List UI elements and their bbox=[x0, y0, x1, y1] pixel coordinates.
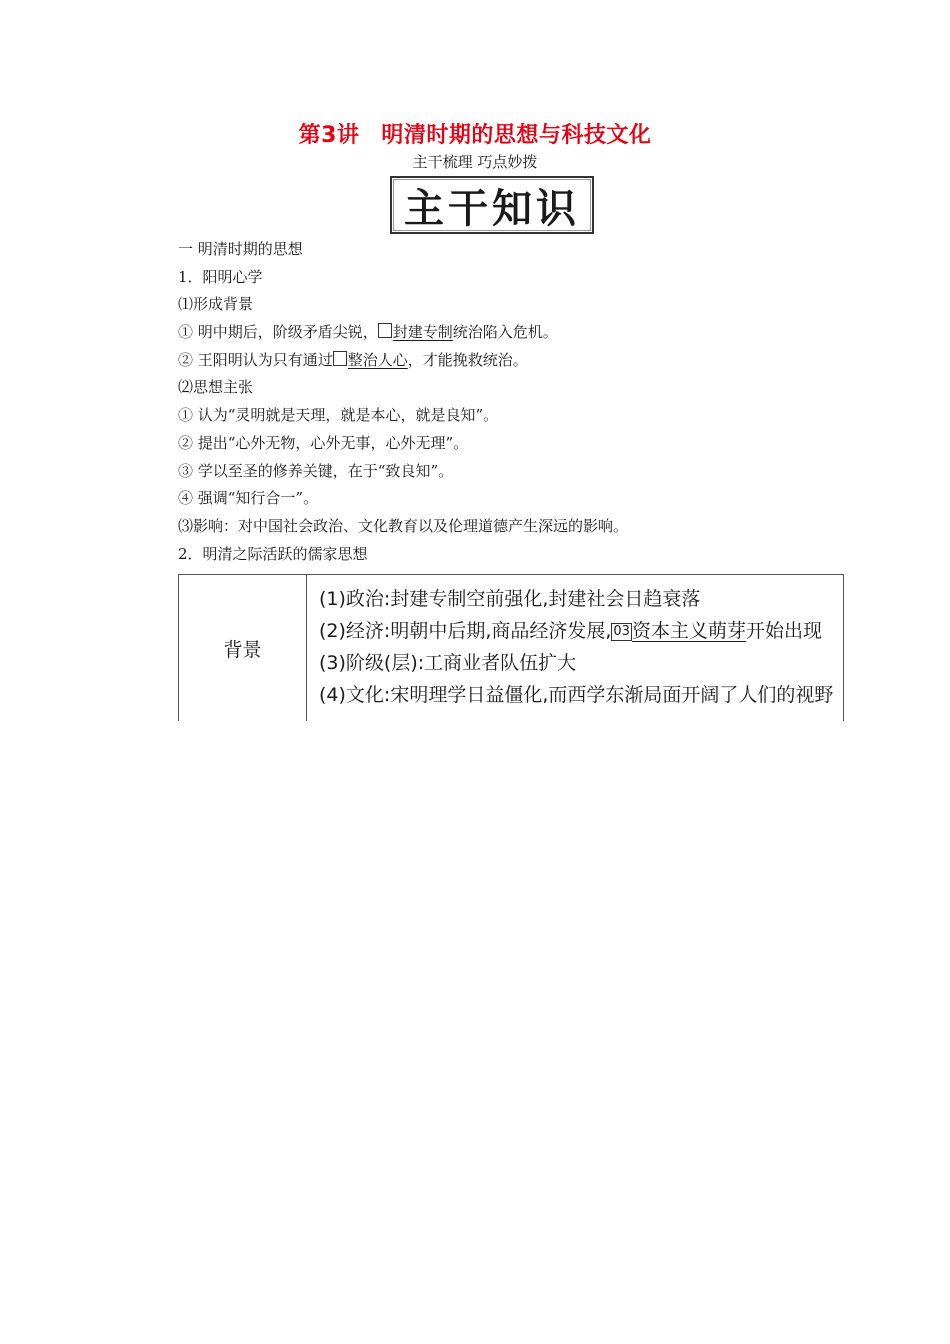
lecture-number: 第3讲 bbox=[298, 123, 360, 148]
blank-number-box bbox=[378, 323, 392, 338]
background-table bbox=[178, 574, 844, 721]
line-idea-2: ② 提出“心外无物，心外无事，心外无理”。 bbox=[178, 433, 469, 452]
blank-number-box bbox=[333, 351, 347, 366]
body-text bbox=[178, 236, 878, 568]
heading-yangming-xinxue: 1．阳明心学 bbox=[178, 267, 263, 286]
table-content-cell bbox=[307, 575, 844, 722]
heading-ideas: ⑵思想主张 bbox=[178, 378, 254, 397]
line-influence: ⑶影响：对中国社会政治、文化教育以及伦理道德产生深远的影响。 bbox=[178, 516, 629, 535]
background-item-culture: (4)文化:宋明理学日益僵化,而西学东渐局面开阔了人们的视野 bbox=[319, 684, 834, 706]
background-item-class: (3)阶级(层):工商业者队伍扩大 bbox=[319, 652, 577, 674]
fill-blank-01: 封建专制 bbox=[378, 323, 453, 341]
page-title bbox=[0, 122, 950, 150]
background-item-economy: (2)经济:明朝中后期,商品经济发展, 03 资本主义萌芽开始出现 bbox=[319, 620, 822, 642]
heading-ming-qing-thought: 一 明清时期的思想 bbox=[178, 240, 303, 258]
fill-blank-02: 整治人心 bbox=[333, 351, 408, 369]
line-background-1: ① 明中期后，阶级矛盾尖锐， 封建专制统治陷入危机。 bbox=[178, 323, 558, 342]
lecture-title: 明清时期的思想与科技文化 bbox=[381, 123, 652, 148]
heading-background: ⑴形成背景 bbox=[178, 295, 254, 314]
heading-confucian-thought: 2．明清之际活跃的儒家思想 bbox=[178, 544, 368, 563]
page-subtitle: 主干梳理 巧点妙拨 bbox=[412, 153, 538, 171]
line-idea-1: ① 认为“灵明就是天理，就是本心，就是良知”。 bbox=[178, 406, 499, 425]
table-label-cell: 背景 bbox=[179, 575, 307, 722]
line-background-2: ② 王阳明认为只有通过 整治人心，才能挽救统治。 bbox=[178, 350, 528, 369]
table-row bbox=[179, 575, 844, 722]
line-idea-3: ③ 学以至圣的修养关键，在于“致良知”。 bbox=[178, 461, 454, 480]
section-heading-box bbox=[390, 176, 594, 234]
section-heading: 主干知识 bbox=[404, 185, 580, 232]
fill-blank-03: 03 资本主义萌芽 bbox=[613, 620, 746, 642]
line-idea-4: ④ 强调“知行合一”。 bbox=[178, 489, 319, 508]
blank-number-box: 03 bbox=[613, 624, 630, 639]
background-item-politics: (1)政治:封建专制空前强化,封建社会日趋衰落 bbox=[319, 588, 701, 610]
